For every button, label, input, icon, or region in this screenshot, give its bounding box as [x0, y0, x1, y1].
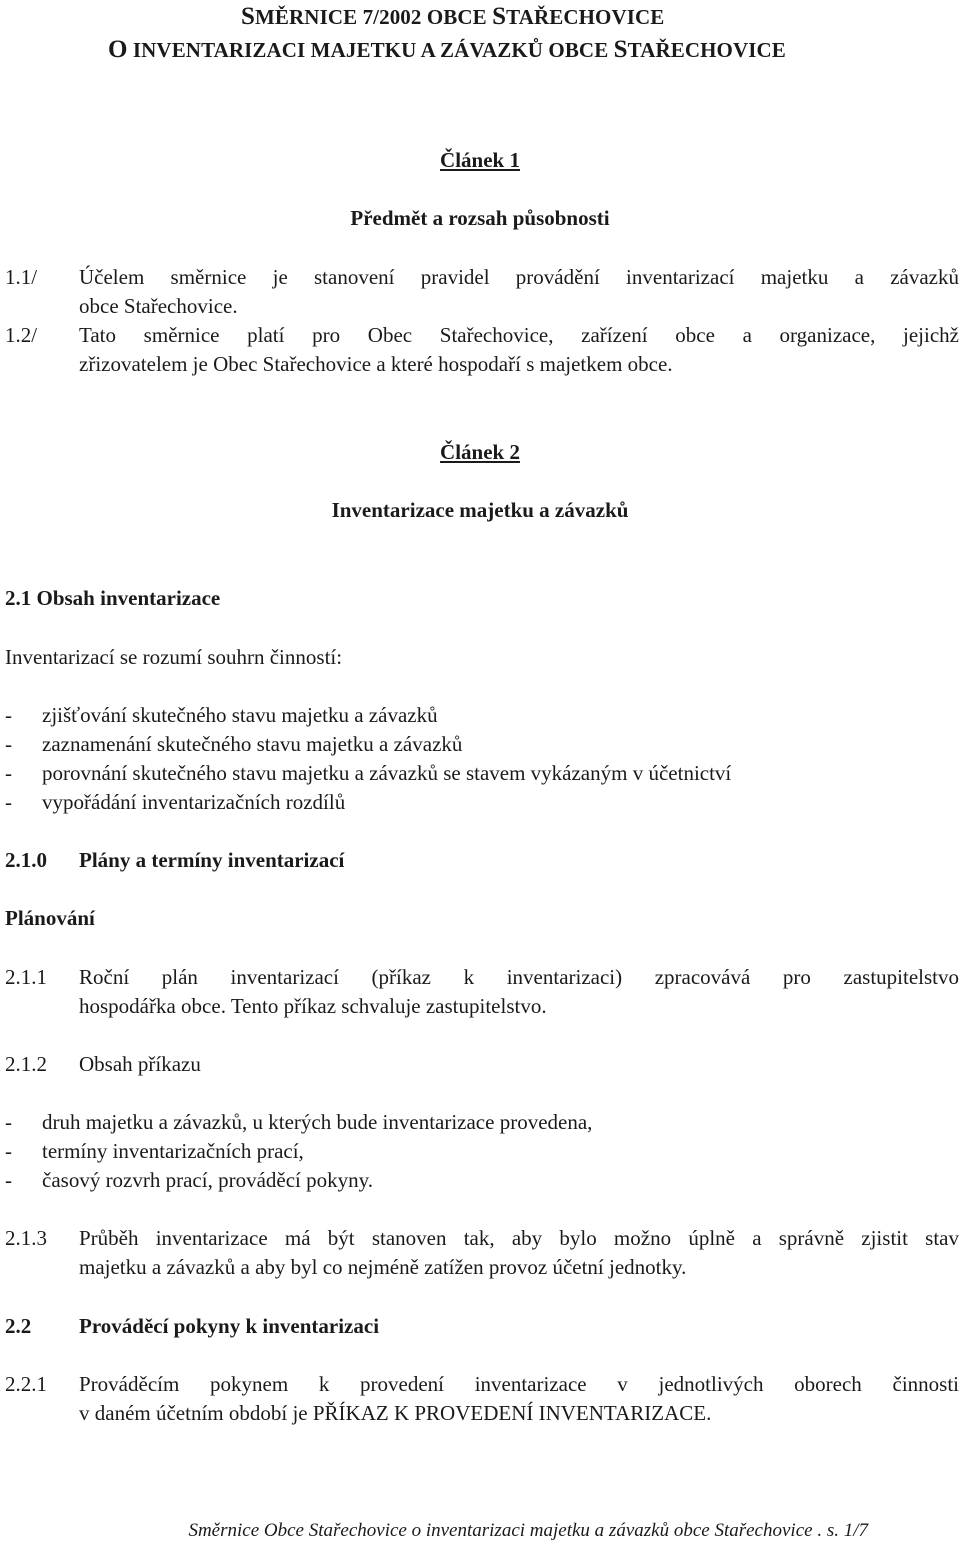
article-1-title: Předmět a rozsah působnosti: [350, 206, 610, 230]
section-2-2-1-line2: v daném účetním období je PŘÍKAZ K PROVEDENÍ INVENTARIZACE.: [79, 1401, 712, 1425]
section-2-2-1-line1: Prováděcím pokynem k provedení inventarizace v jednotlivých oborech činnosti: [79, 1372, 959, 1396]
list-item: časový rozvrh prací, prováděcí pokyny.: [42, 1168, 374, 1192]
section-2-1-0-title: Plány a termíny inventarizací: [79, 848, 345, 872]
section-number: 2.1.2: [5, 1052, 47, 1076]
list-item: porovnání skutečného stavu majetku a závazků se stavem vykázaným v účetnictví: [42, 761, 732, 785]
section-2-1-3-line1: Průběh inventarizace má být stanoven tak, aby bylo možno úplně a správně zjistit stav: [79, 1226, 959, 1250]
paragraph-1-1-line1: Účelem směrnice je stanovení pravidel provádění inventarizací majetku a závazků: [79, 265, 959, 289]
list-item: vypořádání inventarizačních rozdílů: [42, 790, 346, 814]
section-2-2-title: Prováděcí pokyny k inventarizaci: [79, 1314, 380, 1338]
list-item: zaznamenání skutečného stavu majetku a závazků: [42, 732, 463, 756]
document-title-line1: SMĚRNICE 7/2002 OBCE STAŘECHOVICE: [241, 3, 665, 30]
paragraph-1-2-line1: Tato směrnice platí pro Obec Stařechovice, zařízení obce a organizace, jejichž: [79, 323, 959, 347]
list-dash: -: [5, 1139, 12, 1163]
list-dash: -: [5, 732, 12, 756]
paragraph-number: 1.2/: [5, 323, 38, 347]
section-2-1-1-line1: Roční plán inventarizací (příkaz k inventarizaci) zpracovává pro zastupitelstvo: [79, 965, 959, 989]
paragraph-number: 1.1/: [5, 265, 38, 289]
list-dash: -: [5, 1168, 12, 1192]
list-dash: -: [5, 1110, 12, 1134]
document-title-line2: O INVENTARIZACI MAJETKU A ZÁVAZKŮ OBCE STAŘECHOVICE: [108, 36, 786, 63]
paragraph-1-1-line2: obce Stařechovice.: [79, 294, 238, 318]
list-dash: -: [5, 761, 12, 785]
section-2-1-2-title: Obsah příkazu: [79, 1052, 201, 1076]
section-2-1-1-line2: hospodářka obce. Tento příkaz schvaluje zastupitelstvo.: [79, 994, 547, 1018]
section-2-1-3-line2: majetku a závazků a aby byl co nejméně zatížen provoz účetní jednotky.: [79, 1255, 687, 1279]
list-item: zjišťování skutečného stavu majetku a závazků: [42, 703, 438, 727]
section-2-1-heading: 2.1 Obsah inventarizace: [5, 586, 221, 610]
list-item: termíny inventarizačních prací,: [42, 1139, 304, 1163]
article-2-title: Inventarizace majetku a závazků: [331, 498, 629, 522]
section-number: 2.2: [5, 1314, 32, 1338]
list-dash: -: [5, 703, 12, 727]
section-number: 2.1.1: [5, 965, 47, 989]
section-number: 2.2.1: [5, 1372, 47, 1396]
section-number: 2.1.3: [5, 1226, 47, 1250]
planning-heading: Plánování: [5, 906, 95, 930]
article-1-label: Článek 1: [440, 148, 520, 172]
article-2-label: Článek 2: [440, 440, 520, 464]
section-number: 2.1.0: [5, 848, 47, 872]
list-dash: -: [5, 790, 12, 814]
list-item: druh majetku a závazků, u kterých bude inventarizace provedena,: [42, 1110, 593, 1134]
paragraph-1-2-line2: zřizovatelem je Obec Stařechovice a které hospodaří s majetkem obce.: [79, 352, 673, 376]
section-2-1-intro: Inventarizací se rozumí souhrn činností:: [5, 645, 343, 669]
page-footer: Směrnice Obce Stařechovice o inventarizaci majetku a závazků obce Stařechovice . s. 1/7: [188, 1520, 868, 1541]
